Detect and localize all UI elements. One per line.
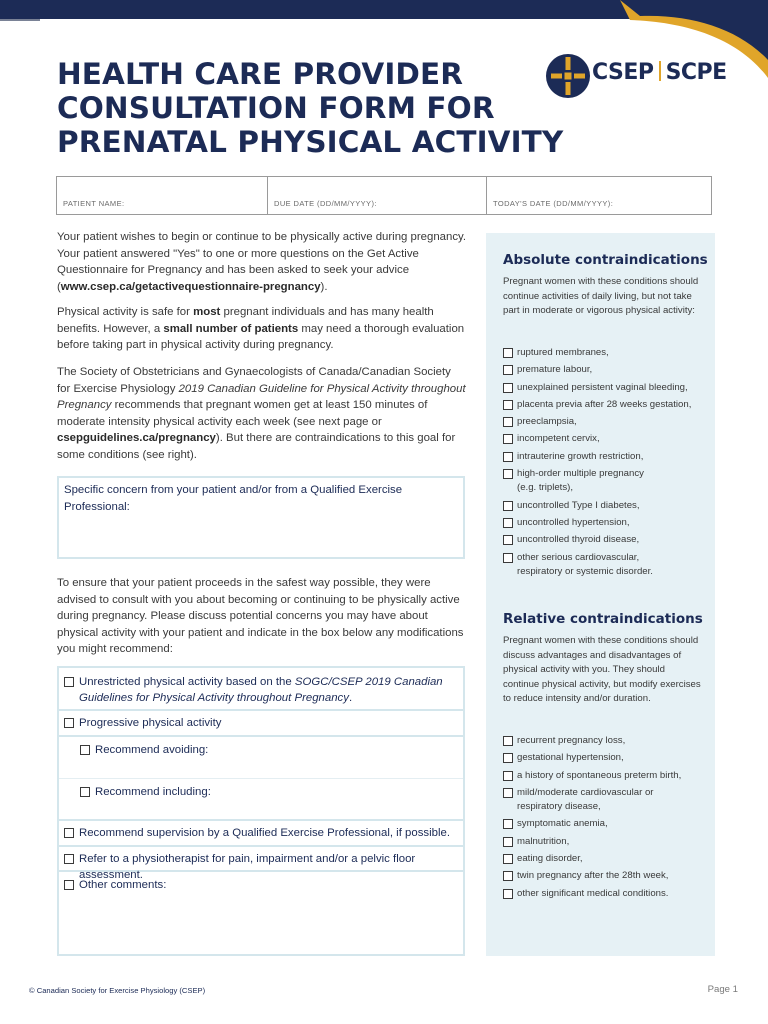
absolute-contraindication-item[interactable]	[503, 432, 708, 446]
intro-paragraph-1	[57, 229, 467, 295]
intro-p3-text-b: recommends that pregnant women get at least 150 minutes of moderate intensity physical activity each week (see next page or	[57, 399, 428, 428]
intro-p1-end: ).	[320, 280, 328, 293]
unrestricted-text: Unrestricted physical activity based on the	[79, 676, 295, 688]
absolute-contraindication-checkbox[interactable]	[503, 452, 513, 462]
guidelines-link[interactable]: csepguidelines.ca/pregnancy	[57, 432, 216, 444]
supervision-checkbox[interactable]	[64, 828, 74, 838]
relative-contraindication-label: recurrent pregnancy loss,	[517, 735, 626, 746]
intro-p3-text-a: The Society of Obstetricians and Gynaecologists of Canada/Canadian Society for Exercise Physiology	[57, 366, 451, 395]
relative-contraindication-item[interactable]	[503, 835, 708, 849]
logo-text-csep: CSEP	[592, 60, 654, 85]
absolute-contraindication-checkbox[interactable]	[503, 518, 513, 528]
title-line-2: CONSULTATION FORM FOR	[57, 91, 495, 125]
intro-p1-text: Your patient wishes to begin or continue to be physically active during pregnancy. Your patient answered "Yes" to one or more questions on the Get Active Questionnaire for Pregnancy and has been asked to seek your advice (	[57, 231, 467, 293]
absolute-contraindication-item[interactable]	[503, 363, 708, 377]
relative-contraindication-checkbox[interactable]	[503, 871, 513, 881]
header-accent-line	[0, 19, 40, 21]
intro-p2-text-c: may need a thorough evaluation before taking part in physical activity during pregnancy.	[57, 322, 465, 351]
relative-description: Pregnant women with these conditions should discuss advantages and disadvantages of physical activity with you. They should continue physical activity, but modify exercises to reduce intensity and/or duration.	[503, 635, 701, 704]
relative-contraindication-item[interactable]	[503, 887, 708, 901]
absolute-contraindication-checkbox[interactable]	[503, 535, 513, 545]
absolute-contraindication-item[interactable]	[503, 381, 708, 395]
progressive-label: Progressive physical activity	[79, 717, 222, 729]
relative-contraindication-checkbox[interactable]	[503, 771, 513, 781]
progressive-checkbox[interactable]	[64, 718, 74, 728]
absolute-contraindication-item[interactable]	[503, 450, 708, 464]
supervision-label: Recommend supervision by a Qualified Exercise Professional, if possible.	[79, 827, 451, 839]
unrestricted-guideline-title: SOGC/CSEP 2019 Canadian Guidelines for Physical Activity throughout Pregnancy	[79, 676, 443, 704]
relative-contraindication-label: symptomatic anemia,	[517, 818, 608, 830]
absolute-contraindication-item[interactable]	[503, 551, 708, 580]
absolute-contraindication-label: uncontrolled hypertension,	[517, 516, 630, 528]
relative-contraindication-checkbox[interactable]	[503, 753, 513, 763]
relative-contraindication-checkbox[interactable]	[503, 854, 513, 864]
other-checkbox[interactable]	[64, 880, 74, 890]
relative-contraindication-checkbox[interactable]	[503, 736, 513, 746]
absolute-heading: Absolute contraindications	[503, 252, 708, 268]
relative-contraindication-checkbox[interactable]	[503, 788, 513, 798]
relative-contraindication-item[interactable]	[503, 769, 708, 783]
absolute-contraindication-checkbox[interactable]	[503, 434, 513, 444]
relative-contraindication-item[interactable]	[503, 751, 708, 765]
including-label: Recommend including:	[95, 786, 211, 798]
due-date-label: DUE DATE (DD/MM/YYYY):	[274, 199, 377, 208]
relative-contraindication-label: gestational hypertension,	[517, 752, 624, 764]
relative-contraindication-checkbox[interactable]	[503, 889, 513, 899]
absolute-contraindication-label: premature labour,	[517, 364, 593, 376]
physio-checkbox[interactable]	[64, 854, 74, 864]
absolute-contraindication-item[interactable]	[503, 516, 708, 530]
relative-contraindication-item[interactable]	[503, 869, 708, 883]
intro-p3-text-c: ). But there are contraindications to this goal for some conditions (see right).	[57, 432, 456, 461]
other-comments-option[interactable]	[59, 872, 463, 954]
patient-info-fields	[56, 176, 712, 215]
modifications-box	[57, 666, 465, 956]
including-checkbox[interactable]	[80, 787, 90, 797]
progressive-option[interactable]	[59, 711, 463, 737]
specific-concern-label: Specific concern from your patient and/or from a Qualified Exercise Professional:	[64, 484, 403, 513]
absolute-contraindication-checkbox[interactable]	[503, 400, 513, 410]
relative-contraindication-label: a history of spontaneous preterm birth,	[517, 769, 682, 781]
intro-p2-text-a: Physical activity is safe for	[57, 306, 194, 318]
relative-contraindication-label: other significant medical conditions.	[517, 887, 669, 899]
absolute-contraindication-checkbox[interactable]	[503, 365, 513, 375]
guideline-title: 2019 Canadian Guideline for Physical Activity throughout Pregnancy	[57, 382, 466, 411]
absolute-contraindication-item[interactable]	[503, 499, 708, 513]
relative-contraindication-checkbox[interactable]	[503, 819, 513, 829]
absolute-contraindication-label: intrauterine growth restriction,	[517, 450, 644, 462]
relative-contraindication-label: mild/moderate cardiovascular or respiratory disease,	[517, 786, 654, 813]
absolute-list	[503, 346, 708, 582]
absolute-contraindication-label: uncontrolled thyroid disease,	[517, 534, 640, 546]
absolute-contraindication-checkbox[interactable]	[503, 417, 513, 427]
relative-contraindication-label: eating disorder,	[517, 853, 583, 865]
intro-paragraph-2	[57, 304, 467, 354]
ensure-paragraph: To ensure that your patient proceeds in the safest way possible, they were advised to consult with you about becoming or continuing to be physically active during pregnancy. Please discuss potential concerns you may have about physical activity with your patient and indicate in the box below any modifications you might recommend:	[57, 577, 464, 655]
absolute-contraindication-checkbox[interactable]	[503, 553, 513, 563]
todays-date-label: TODAY'S DATE (DD/MM/YYYY):	[493, 199, 614, 208]
recommend-including-option[interactable]	[59, 779, 463, 821]
intro-p2-text-b: pregnant individuals and has many health benefits. However, a	[57, 306, 434, 335]
unrestricted-label	[79, 674, 463, 706]
absolute-contraindication-label: unexplained persistent vaginal bleeding,	[517, 381, 688, 393]
relative-contraindication-item[interactable]	[503, 852, 708, 866]
other-label: Other comments:	[79, 879, 167, 891]
page-number: Page 1	[707, 984, 738, 995]
intro-p2-bold-small-number: small number of patients	[163, 322, 299, 335]
absolute-contraindication-label: placenta previa after 28 weeks gestation,	[517, 398, 692, 410]
absolute-contraindication-checkbox[interactable]	[503, 501, 513, 511]
unrestricted-option[interactable]	[59, 668, 463, 711]
unrestricted-end: .	[348, 692, 353, 704]
intro-paragraph-3	[57, 364, 467, 463]
absolute-contraindication-label: preeclampsia,	[517, 416, 577, 428]
physio-option[interactable]	[59, 847, 463, 881]
logo-wordmark	[592, 60, 727, 85]
form-title	[57, 57, 564, 159]
relative-contraindication-label: malnutrition,	[517, 835, 570, 847]
title-line-3: PRENATAL PHYSICAL ACTIVITY	[57, 125, 564, 159]
relative-contraindication-label: twin pregnancy after the 28th week,	[517, 870, 669, 882]
absolute-description: Pregnant women with these conditions should continue activities of daily living, but not take part in moderate or vigorous physical activity:	[503, 276, 699, 316]
footer-copyright: © Canadian Society for Exercise Physiology (CSEP)	[29, 986, 206, 995]
logo-text-scpe: SCPE	[665, 60, 727, 85]
title-line-1: HEALTH CARE PROVIDER	[57, 57, 464, 91]
absolute-contraindication-item[interactable]	[503, 346, 708, 360]
intro-p2-bold-most: most	[193, 306, 221, 318]
specific-concern-box[interactable]	[57, 476, 465, 559]
unrestricted-checkbox[interactable]	[64, 677, 74, 687]
supervision-option[interactable]	[59, 821, 463, 847]
absolute-contraindication-label: other serious cardiovascular, respiratory or systemic disorder.	[517, 551, 653, 577]
logo-separator	[659, 61, 661, 81]
absolute-contraindication-item[interactable]	[503, 415, 708, 429]
relative-contraindication-checkbox[interactable]	[503, 837, 513, 847]
absolute-contraindication-label: uncontrolled Type I diabetes,	[517, 499, 640, 511]
absolute-contraindication-checkbox[interactable]	[503, 469, 513, 479]
relative-heading: Relative contraindications	[503, 611, 703, 627]
todays-date-field[interactable]	[487, 177, 711, 214]
relative-contraindication-item[interactable]	[503, 786, 708, 815]
absolute-contraindication-item[interactable]	[503, 533, 708, 547]
absolute-contraindication-checkbox[interactable]	[503, 348, 513, 358]
patient-name-field[interactable]	[57, 177, 268, 214]
absolute-contraindication-label: incompetent cervix,	[517, 433, 600, 445]
physio-label: Refer to a physiotherapist for pain, impairment and/or a pelvic floor assessment.	[79, 853, 416, 881]
avoiding-checkbox[interactable]	[80, 745, 90, 755]
absolute-contraindication-item[interactable]	[503, 398, 708, 412]
questionnaire-link[interactable]: www.csep.ca/getactivequestionnaire-pregnancy	[60, 280, 321, 293]
absolute-contraindication-item[interactable]	[503, 467, 708, 496]
absolute-contraindication-label: high-order multiple pregnancy (e.g. triplets),	[517, 468, 644, 494]
relative-list	[503, 734, 708, 904]
recommend-avoiding-option[interactable]	[59, 737, 463, 779]
relative-contraindication-item[interactable]	[503, 734, 708, 748]
absolute-contraindication-checkbox[interactable]	[503, 383, 513, 393]
relative-contraindication-item[interactable]	[503, 817, 708, 831]
patient-name-label: PATIENT NAME:	[63, 199, 125, 208]
due-date-field[interactable]	[268, 177, 487, 214]
absolute-contraindication-label: ruptured membranes,	[517, 347, 609, 358]
avoiding-label: Recommend avoiding:	[95, 744, 209, 756]
